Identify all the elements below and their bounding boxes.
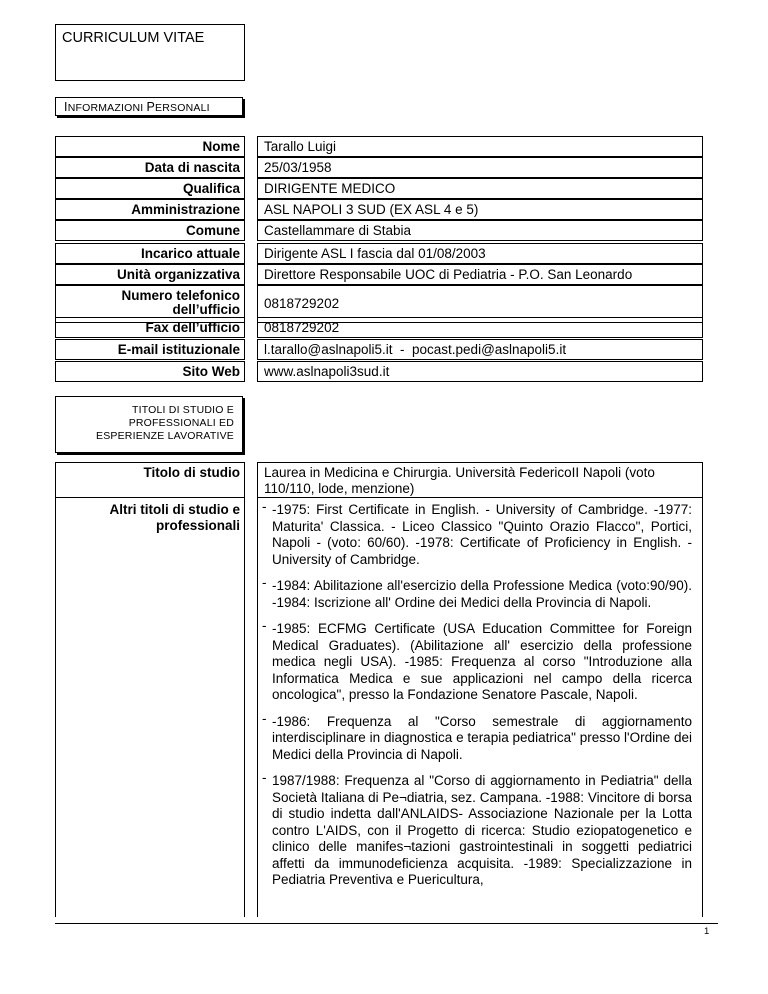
list-item: - -1984: Abilitazione all'esercizio della Professione Medica (voto:90/90). -1984: Iscrizione all' Ordine dei Medici della Provincia di Napoli. [262,575,692,610]
label-altri-titoli: Altri titoli di studio e professionali [55,497,245,917]
value-sito-web: www.aslnapoli3sud.it [257,361,703,382]
page-title: CURRICULUM VITAE [62,30,205,46]
value-nome: Tarallo Luigi [257,136,703,157]
value-fax: 0818729202 [257,317,703,338]
list-item: - -1985: ECFMG Certificate (USA Education Committee for Foreign Medical Graduates). (Abilitazione all' esercizio della professione medica negli USA). -1985: Frequenza al corso "Introduzione alla Informatica Medica e sue applicazioni nel campo della ricerca oncologica", presso la Fondazione Senatore Pascale, Napoli. [262,618,692,702]
page-number: 1 [704,926,710,937]
list-item: - -1975: First Certificate in English. - University of Cambridge. -1977: Maturita' Classica. - Liceo Classico "Quinto Orazio Flacco", Portici, Napoli - (voto: 60/60). -1978: Certificate of Proficiency in English. - University of Cambridge. [262,499,692,567]
section-titoli [55,396,243,453]
label-amministrazione: Amministrazione [55,199,245,220]
label-unita: Unità organizzativa [55,264,245,285]
list-item: - 1987/1988: Frequenza al "Corso di aggiornamento in Pediatria" della Società Italiana di Pe¬diatria, sez. Campana. -1988: Vincitore di borsa di studio indetta dall'ANLAIDS- Associazione Nazionale per la Lotta contro L'AIDS, con il Progetto di ricerca: Studio eziopatogenetico e clinico delle manifes¬tazioni gastrointestinali in soggetti pediatrici affetti da immunodeficienza acquisita. -1989: Specializzazione in Pediatria Preventiva e Puericultura, [262,770,692,887]
label-nome: Nome [55,136,245,157]
label-comune: Comune [55,220,245,241]
label-qualifica: Qualifica [55,178,245,199]
label-data-nascita: Data di nascita [55,157,245,178]
list-item: - -1986: Frequenza al "Corso semestrale di aggiornamento interdisciplinare in diagnostica e terapia pediatrica" presso l'Ordine dei Medici della Provincia di Napoli. [262,710,692,762]
value-telefono: 0818729202 [257,285,703,323]
value-titolo-studio: Laurea in Medicina e Chirurgia. Università FedericoII Napoli (voto 110/110, lode, menzione) [257,462,703,498]
value-qualifica: DIRIGENTE MEDICO [257,178,703,199]
section-personal-label: INFORMAZIONI PERSONALI [64,100,210,114]
cv-title-box [55,24,245,81]
section-personal-info [55,97,243,116]
value-amministrazione: ASL NAPOLI 3 SUD (EX ASL 4 e 5) [257,199,703,220]
value-comune: Castellammare di Stabia [257,220,703,241]
value-data-nascita: 25/03/1958 [257,157,703,178]
label-email: E-mail istituzionale [55,339,245,360]
footer-divider [55,923,718,924]
value-unita: Direttore Responsabile UOC di Pediatria - P.O. San Leonardo [257,264,703,285]
label-fax: Fax dell’ufficio [55,317,245,338]
value-email: l.tarallo@aslnapoli5.it - pocast.pedi@aslnapoli5.it [257,339,703,360]
altri-titoli-list [257,497,703,917]
section-titoli-label: TITOLI DI STUDIO E PROFESSIONALI ED ESPERIENZE LAVORATIVE [95,404,234,442]
value-incarico: Dirigente ASL I fascia dal 01/08/2003 [257,243,703,264]
label-telefono: Numero telefonico dell’ufficio [55,285,245,323]
label-titolo-studio: Titolo di studio [55,462,245,498]
label-sito-web: Sito Web [55,361,245,382]
label-incarico: Incarico attuale [55,243,245,264]
